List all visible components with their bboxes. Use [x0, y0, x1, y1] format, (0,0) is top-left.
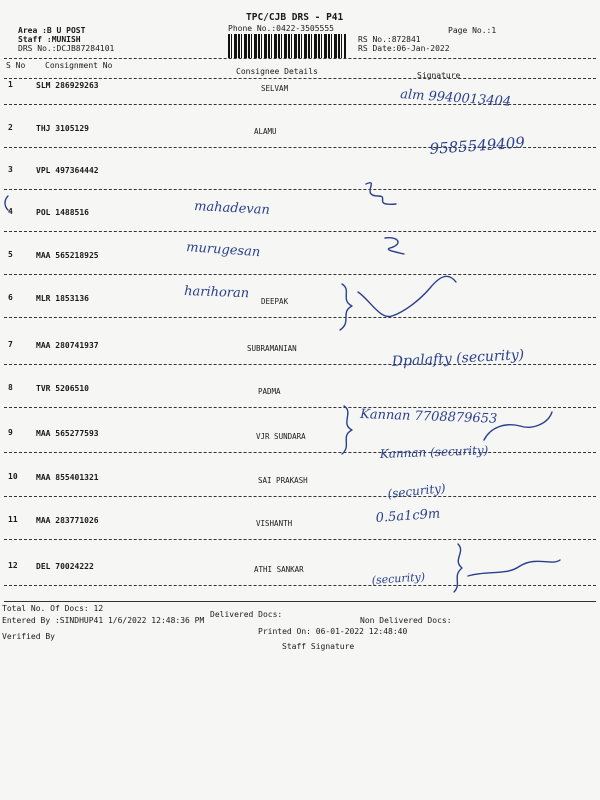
signature-scribble — [366, 183, 396, 204]
consignee-name: ALAMU — [254, 127, 277, 136]
consignee-name: VISHANTH — [256, 519, 293, 528]
signature-scribble — [358, 276, 456, 316]
row-number: 4 — [8, 207, 13, 216]
consignment-number: MAA 283771026 — [36, 516, 99, 525]
col-header-consignment: Consignment No — [45, 61, 113, 70]
rs-number: RS No.:872841 — [358, 35, 421, 44]
consignment-number: VPL 497364442 — [36, 166, 99, 175]
row-number: 8 — [8, 383, 13, 392]
signature-scribble — [342, 406, 352, 454]
page-number: Page No.:1 — [448, 26, 497, 35]
rs-date: RS Date:06-Jan-2022 — [358, 44, 450, 53]
consignee-name: SUBRAMANIAN — [247, 344, 297, 353]
staff-signature-label: Staff Signature — [282, 642, 355, 651]
signature-scribble — [468, 560, 560, 576]
verified-by: Verified By — [2, 632, 55, 641]
consignee-name: SAI PRAKASH — [258, 476, 308, 485]
consignment-number: DEL 70024222 — [36, 562, 94, 571]
entered-by: Entered By :SINDHUP41 1/6/2022 12:48:36 PM — [2, 616, 205, 625]
handwritten-signature: (security) — [386, 480, 447, 501]
consignment-number: MAA 565277593 — [36, 429, 99, 438]
signature-scribble — [385, 238, 404, 254]
signature-scribble — [340, 284, 352, 330]
phone-number: Phone No.:0422-3505555 — [228, 24, 334, 33]
consignment-number: MAA 855401321 — [36, 473, 99, 482]
drs-number: DRS No.:DCJB87284101 — [18, 44, 115, 53]
document-title: TPC/CJB DRS - P41 — [246, 12, 344, 23]
printed-on: Printed On: 06-01-2022 12:48:40 — [258, 627, 408, 636]
handwritten-signature: 0.5a1c9m — [375, 506, 441, 526]
row-number: 3 — [8, 165, 13, 174]
consignment-number: THJ 3105129 — [36, 124, 89, 133]
delivered-docs: Delivered Docs: — [210, 610, 283, 619]
row-number: 2 — [8, 123, 13, 132]
consignee-name: DEEPAK — [261, 297, 289, 306]
consignment-number: POL 1488516 — [36, 208, 89, 217]
signature-scribble — [5, 196, 8, 210]
handwritten-signature: harihoran — [183, 284, 250, 302]
handwritten-signature: mahadevan — [193, 199, 271, 218]
row-number: 9 — [8, 428, 13, 437]
row-number: 6 — [8, 293, 13, 302]
handwritten-signature: (security) — [371, 570, 426, 587]
non-delivered-docs: Non Delivered Docs: — [360, 616, 452, 625]
area-label: Area :B U POST — [18, 26, 86, 35]
consignee-name: ATHI SANKAR — [254, 565, 304, 574]
row-number: 11 — [8, 515, 18, 524]
total-docs: Total No. Of Docs: 12 — [2, 604, 104, 613]
handwritten-signature: Dpalafty (security) — [391, 347, 525, 370]
row-number: 12 — [8, 561, 18, 570]
consignment-number: MLR 1853136 — [36, 294, 89, 303]
handwritten-signature: Kannan (security) — [379, 443, 489, 461]
col-header-consignee: Consignee Details — [236, 67, 318, 76]
signature-scribble — [454, 544, 462, 592]
consignee-name: PADMA — [258, 387, 281, 396]
consignment-number: MAA 280741937 — [36, 341, 99, 350]
col-header-sno: S No — [6, 61, 26, 70]
row-number: 5 — [8, 250, 13, 259]
consignment-number: MAA 565218925 — [36, 251, 99, 260]
row-number: 1 — [8, 80, 13, 89]
staff-label: Staff :MUNISH — [18, 35, 81, 44]
handwritten-signature: Kannan 7708879653 — [359, 407, 498, 427]
consignee-name: VJR SUNDARA — [256, 432, 306, 441]
handwritten-signature: 9585549409 — [429, 133, 526, 158]
consignment-number: SLM 286929263 — [36, 81, 99, 90]
handwritten-signature: murugesan — [185, 240, 261, 261]
consignment-number: TVR 5206510 — [36, 384, 89, 393]
consignee-name: SELVAM — [261, 84, 289, 93]
handwritten-signature: alm 9940013404 — [399, 87, 512, 110]
row-number: 7 — [8, 340, 13, 349]
col-header-signature: Signature — [417, 71, 461, 80]
row-number: 10 — [8, 472, 18, 481]
